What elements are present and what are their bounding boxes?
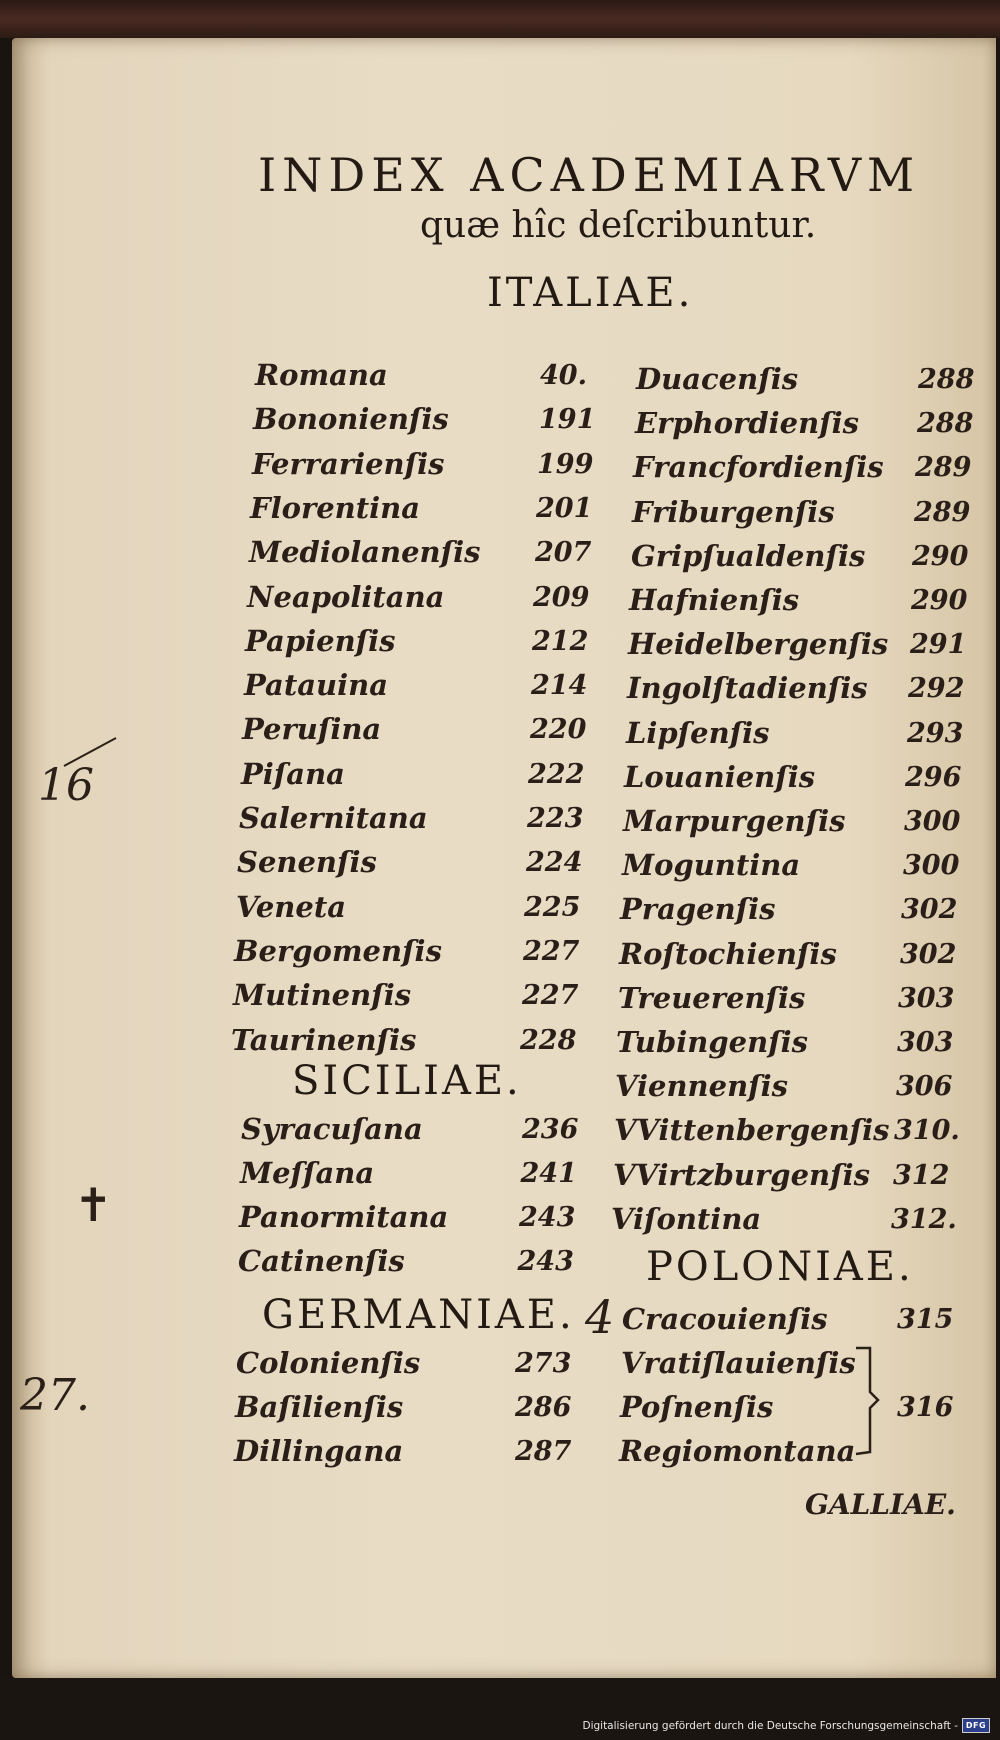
index-entry-page: 293	[907, 717, 964, 749]
index-entry-page: 201	[536, 492, 593, 524]
index-entry-page: 289	[915, 452, 972, 484]
index-entry-name: Mutinenſis	[233, 978, 412, 1013]
index-entry-name: Salernitana	[239, 801, 428, 835]
index-entry-page: 225	[524, 891, 581, 923]
index-entry-name: Moguntina	[622, 848, 801, 883]
index-entry-page: 227	[522, 980, 579, 1012]
index-entry-page: 306	[896, 1071, 953, 1103]
index-entry-name: Heidelbergenſis	[628, 627, 889, 662]
section-heading-poloniae: POLONIAE.	[646, 1244, 914, 1290]
index-entry-page: 290	[911, 585, 968, 616]
brace-icon	[852, 1342, 882, 1462]
index-entry-page: 286	[515, 1392, 572, 1423]
dfg-logo-icon: DFG	[962, 1718, 990, 1733]
index-entry-name: Hafnienſis	[629, 583, 800, 617]
index-entry-name: Neapolitana	[247, 579, 445, 614]
index-entry-page: 288	[917, 408, 974, 440]
index-entry-name: Poſnenſis	[620, 1390, 774, 1424]
index-entry-name: Ferrarienſis	[252, 446, 445, 481]
index-entry-name: Friburgenſis	[632, 494, 835, 529]
index-entry-name: Bononienſis	[253, 402, 449, 437]
index-entry-name: Meſſana	[240, 1156, 375, 1190]
index-entry-page: 292	[908, 673, 965, 705]
index-entry-page: 315	[897, 1304, 954, 1335]
margin-note-27: 27.	[20, 1370, 90, 1421]
index-entry-name: Senenſis	[237, 845, 377, 880]
index-entry-page: 273	[515, 1348, 572, 1379]
index-entry-name: VVittenbergenſis	[614, 1113, 890, 1148]
index-entry-name: Baſilienſis	[235, 1390, 404, 1424]
index-entry-name: Marpurgenſis	[623, 804, 846, 838]
index-entry-page: 303	[898, 982, 955, 1014]
index-entry-name: Gripſualdenſis	[631, 538, 866, 573]
index-entry-name: Francfordienſis	[633, 450, 884, 485]
index-entry-name: Piſana	[241, 756, 345, 791]
index-entry-name: Treuerenſis	[618, 980, 806, 1015]
index-entry-name: Dillingana	[234, 1434, 404, 1468]
index-entry-page: 40.	[540, 360, 587, 391]
footer-text: Digitalisierung gefördert durch die Deutsche Forschungsgemeinschaft -	[582, 1719, 958, 1732]
index-entry-page: 312.	[891, 1203, 957, 1235]
page-subtitle: quæ hîc deſcribuntur.	[420, 205, 817, 246]
index-entry-name: Bergomenſis	[234, 933, 442, 968]
index-entry-name: Louanienſis	[624, 759, 816, 794]
index-entry-name: Roſtochienſis	[619, 936, 837, 971]
index-entry-name: Lipſenſis	[626, 715, 770, 750]
index-entry-name: Florentina	[250, 490, 421, 525]
index-entry-page: 220	[530, 714, 587, 746]
index-entry-name: Viennenſis	[615, 1069, 788, 1104]
index-entry-page: 291	[910, 629, 967, 661]
index-entry-name: Catinenſis	[238, 1244, 405, 1278]
margin-note-16: 16	[38, 760, 94, 811]
index-entry-name: Cracouienſis	[622, 1302, 828, 1336]
index-entry-name: Papienſis	[245, 623, 396, 658]
index-entry-name: Panormitana	[239, 1200, 449, 1234]
margin-stroke-icon	[60, 732, 120, 772]
index-entry-page: 303	[897, 1027, 954, 1058]
index-entry-page: 300	[903, 850, 960, 882]
margin-note-4: 4	[585, 1290, 615, 1344]
margin-note-cross: ✝	[74, 1178, 113, 1232]
index-entry-page: 223	[527, 803, 584, 834]
index-entry-page: 300	[904, 806, 961, 837]
index-entry-page: 214	[531, 670, 588, 702]
book-top-edge	[0, 0, 1000, 38]
index-entry-page: 224	[526, 847, 583, 879]
index-entry-page: 207	[535, 537, 592, 569]
index-entry-name: Colonienſis	[236, 1346, 421, 1380]
index-entry-name: Patauina	[244, 668, 388, 703]
index-entry-page: 236	[522, 1114, 579, 1145]
index-entry-name: Syracuſana	[241, 1112, 423, 1146]
index-entry-page: 302	[900, 938, 957, 970]
index-entry-name: Erphordienſis	[635, 406, 860, 441]
index-entry-name: Ingolſtadienſis	[627, 671, 868, 706]
index-entry-page: 288	[918, 364, 975, 395]
index-entry-page: 310.	[894, 1115, 960, 1147]
index-entry-page: 191	[539, 404, 596, 436]
index-entry-page: 287	[515, 1436, 572, 1467]
index-entry-page: 209	[533, 581, 590, 613]
page-title: INDEX ACADEMIARVM	[258, 148, 921, 202]
index-entry-page: 227	[523, 935, 580, 967]
section-heading-germaniae: GERMANIAE.	[262, 1292, 575, 1338]
index-entry-name: Peruſina	[242, 712, 382, 747]
section-heading-siciliae: SICILIAE.	[292, 1058, 522, 1104]
index-entry-name: Tubingenſis	[616, 1025, 809, 1059]
digitization-footer	[582, 1718, 990, 1733]
index-entry-page: 296	[905, 761, 962, 793]
index-entry-name: VVirtzburgenſis	[613, 1157, 870, 1192]
index-entry-page: 243	[519, 1202, 576, 1233]
index-entry-name: Vratiſlauienſis	[621, 1346, 856, 1380]
index-entry-name: Taurinenſis	[231, 1022, 417, 1057]
index-entry-name: Mediolanenſis	[249, 535, 481, 570]
index-entry-page: 199	[537, 448, 594, 480]
index-entry-page: 241	[520, 1158, 577, 1189]
index-entry-page: 302	[901, 894, 958, 926]
section-heading-italiae: ITALIAE.	[487, 270, 694, 316]
catchword: GALLIAE.	[805, 1488, 956, 1521]
index-entry-page: 312	[893, 1159, 950, 1191]
index-entry-name: Pragenſis	[620, 892, 776, 927]
index-entry-page: 243	[517, 1246, 574, 1277]
index-entry-page: 222	[528, 758, 585, 790]
index-entry-page: 316	[897, 1392, 954, 1423]
index-entry-name: Duacenſis	[636, 362, 799, 396]
index-entry-name: Romana	[255, 358, 388, 392]
index-entry-page: 289	[914, 496, 971, 528]
index-entry-name: Veneta	[236, 889, 347, 924]
index-entry-name: Regiomontana	[619, 1434, 856, 1468]
index-entry-name: Viſontina	[611, 1201, 762, 1236]
index-entry-page: 228	[520, 1024, 577, 1056]
index-entry-page: 290	[912, 540, 969, 572]
index-entry-page: 212	[532, 625, 589, 657]
